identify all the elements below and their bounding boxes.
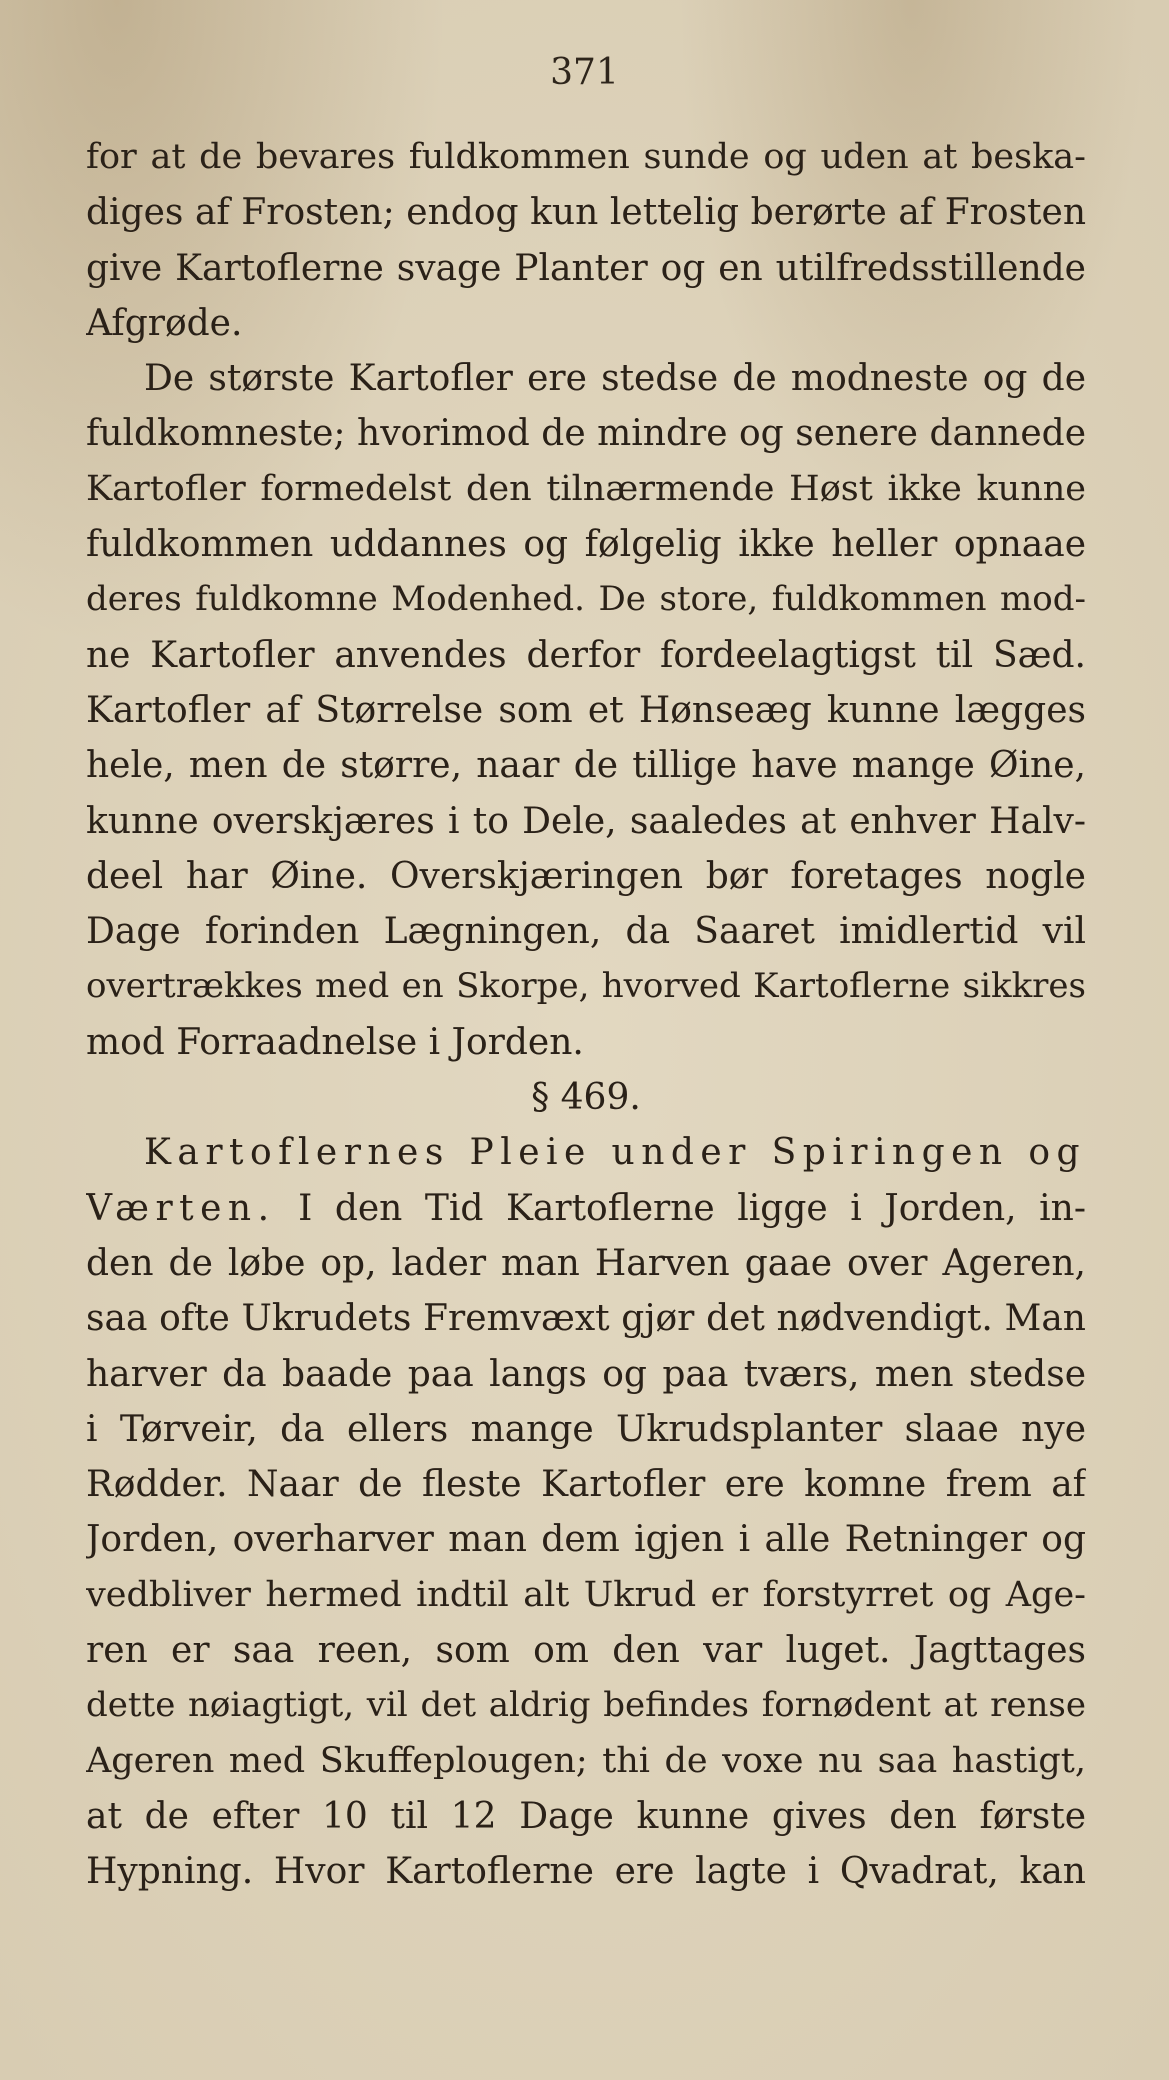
text-line: saa ofte Ukrudets Fremvæxt gjør det nødvendigt. Man [86,1298,1086,1340]
section-title: Kartoflernes Pleie under Spiringen og [144,1132,1086,1174]
text-line: overtrækkes med en Skorpe, hvorved Kartoflerne sikkres [86,966,1086,1007]
text-line: ren er saa reen, som om den var luget. Jagttages [86,1630,1086,1672]
text-line: Afgrøde. [86,302,243,344]
text-line: kunne overskjæres i to Dele, saaledes at enhver Halv- [86,800,1086,842]
text-line: give Kartoflerne svage Planter og en utilfredsstillende [86,247,1086,289]
page-number: 371 [550,52,619,93]
text-line: deres fuldkomne Modenhed. De store, fuldkommen mod- [86,579,1086,620]
text-line: Kartofler af Størrelse som et Hønseæg kunne lægges [86,689,1086,731]
text-line: Dage forinden Lægningen, da Saaret imidlertid vil [86,911,1086,953]
text-line: for at de bevares fuldkommen sunde og uden at beska- [86,137,1086,177]
text-line: den de løbe op, lader man Harven gaae over Ageren, [86,1242,1086,1284]
paragraph-3 [86,1236,1086,1900]
text-line [86,1181,1086,1236]
text-line: De største Kartofler ere stedse de modneste og de [144,358,1086,400]
section-title-word: Værten. [86,1187,276,1229]
text-line: ne Kartofler anvendes derfor fordeelagtigst til Sæd. [86,634,1086,676]
text-line: mod Forraadnelse i Jorden. [86,1021,584,1063]
text-line: Kartofler formedelst den tilnærmende Høst ikke kunne [86,468,1086,509]
text-line: i Tørveir, da ellers mange Ukrudsplanter slaae nye [86,1408,1086,1450]
text-line: Ageren med Skuffeplougen; thi de voxe nu saa hastigt, [86,1740,1086,1781]
text-line: at de efter 10 til 12 Dage kunne gives den første [86,1795,1086,1837]
text-line: hele, men de større, naar de tillige have mange Øine, [86,745,1086,787]
text-line: fuldkommen uddannes og følgelig ikke heller opnaae [86,524,1086,566]
text-line: dette nøiagtigt, vil det aldrig befindes fornødent at rense [86,1685,1086,1726]
text-line: Rødder. Naar de fleste Kartofler ere komne frem af [86,1464,1086,1506]
paragraph-2 [86,351,1086,1070]
text-line: vedbliver hermed indtil alt Ukrud er forstyrret og Age- [86,1574,1086,1615]
text-line: Jorden, overharver man dem igjen i alle Retninger og [86,1519,1086,1561]
text-line: fuldkomneste; hvorimod de mindre og senere dannede [86,413,1086,455]
paragraph-1 [86,130,1086,351]
text-line: harver da baade paa langs og paa tværs, men stedse [86,1353,1086,1395]
text-line: diges af Frosten; endog kun lettelig berørte af Frosten [86,192,1086,234]
text-line: Hypning. Hvor Kartoflerne ere lagte i Qvadrat, kan [86,1851,1086,1893]
paragraph-3-opening: I den Tid Kartoflerne ligge i Jorden, in- [298,1187,1086,1229]
body-text [86,130,1086,1900]
text-line: deel har Øine. Overskjæringen bør foretages nogle [86,855,1086,897]
section-heading: § 469. [531,1077,641,1119]
